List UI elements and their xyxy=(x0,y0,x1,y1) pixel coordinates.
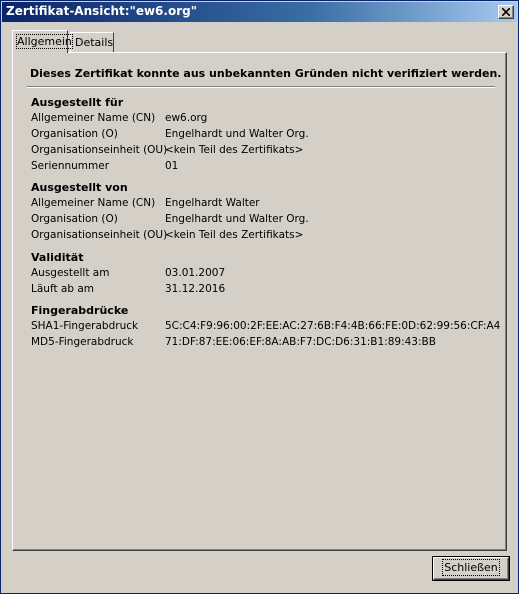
field-label: Organisationseinheit (OU) xyxy=(31,144,168,156)
issued-by-cn-row xyxy=(31,197,501,211)
field-value: Engelhardt und Walter Org. xyxy=(165,128,309,140)
issued-by-ou-row xyxy=(31,229,501,243)
md5-fingerprint-row xyxy=(31,336,501,350)
tab-details-label: Details xyxy=(75,36,114,49)
issued-on-row xyxy=(31,267,501,281)
issued-by-o-row xyxy=(31,213,501,227)
field-label: Organisation (O) xyxy=(31,128,118,140)
field-label: Seriennummer xyxy=(31,160,110,172)
field-value: ew6.org xyxy=(165,112,208,124)
field-value: 03.01.2007 xyxy=(165,267,226,279)
issued-to-ou-row xyxy=(31,144,501,158)
close-button[interactable] xyxy=(433,557,509,580)
field-label: Allgemeiner Name (CN) xyxy=(31,112,156,124)
field-value: <kein Teil des Zertifikats> xyxy=(165,229,304,241)
issued-to-cn-row xyxy=(31,112,501,126)
field-value: Engelhardt Walter xyxy=(165,197,260,209)
issued-to-o-row xyxy=(31,128,501,142)
window-title: Zertifikat-Ansicht:"ew6.org" xyxy=(6,4,197,18)
title-bar[interactable] xyxy=(2,2,517,22)
section-issued-by-title: Ausgestellt von xyxy=(31,181,128,194)
section-validity-title: Validität xyxy=(31,251,84,264)
field-value: Engelhardt und Walter Org. xyxy=(165,213,309,225)
field-label: Organisationseinheit (OU) xyxy=(31,229,168,241)
separator xyxy=(27,86,495,88)
close-button-label: Schließen xyxy=(444,561,498,574)
field-value: 5C:C4:F9:96:00:2F:EE:AC:27:6B:F4:4B:66:FE:0D:62:99:56:CF:A4 xyxy=(165,320,501,332)
field-label: Allgemeiner Name (CN) xyxy=(31,197,156,209)
section-issued-to-title: Ausgestellt für xyxy=(31,96,124,109)
expires-on-row xyxy=(31,283,501,297)
field-value: 71:DF:87:EE:06:EF:8A:AB:F7:DC:D6:31:B1:89:43:BB xyxy=(165,336,436,348)
tab-allgemein[interactable] xyxy=(12,30,72,53)
field-label: MD5-Fingerabdruck xyxy=(31,336,134,348)
field-label: Organisation (O) xyxy=(31,213,118,225)
tab-details[interactable] xyxy=(70,32,114,52)
field-label: SHA1-Fingerabdruck xyxy=(31,320,139,332)
field-value: 31.12.2016 xyxy=(165,283,226,295)
field-value: 01 xyxy=(165,160,179,172)
issued-to-serial-row xyxy=(31,160,501,174)
section-fingerprints-title: Fingerabdrücke xyxy=(31,304,129,317)
close-icon xyxy=(502,8,510,16)
close-window-button[interactable] xyxy=(498,5,514,19)
field-label: Läuft ab am xyxy=(31,283,95,295)
field-value: <kein Teil des Zertifikats> xyxy=(165,144,304,156)
field-label: Ausgestellt am xyxy=(31,267,110,279)
tab-allgemein-label: Allgemein xyxy=(17,35,72,48)
general-panel xyxy=(12,52,507,551)
verification-warning: Dieses Zertifikat konnte aus unbekannten Gründen nicht verifiziert werden. xyxy=(30,67,502,80)
sha1-fingerprint-row xyxy=(31,320,501,334)
